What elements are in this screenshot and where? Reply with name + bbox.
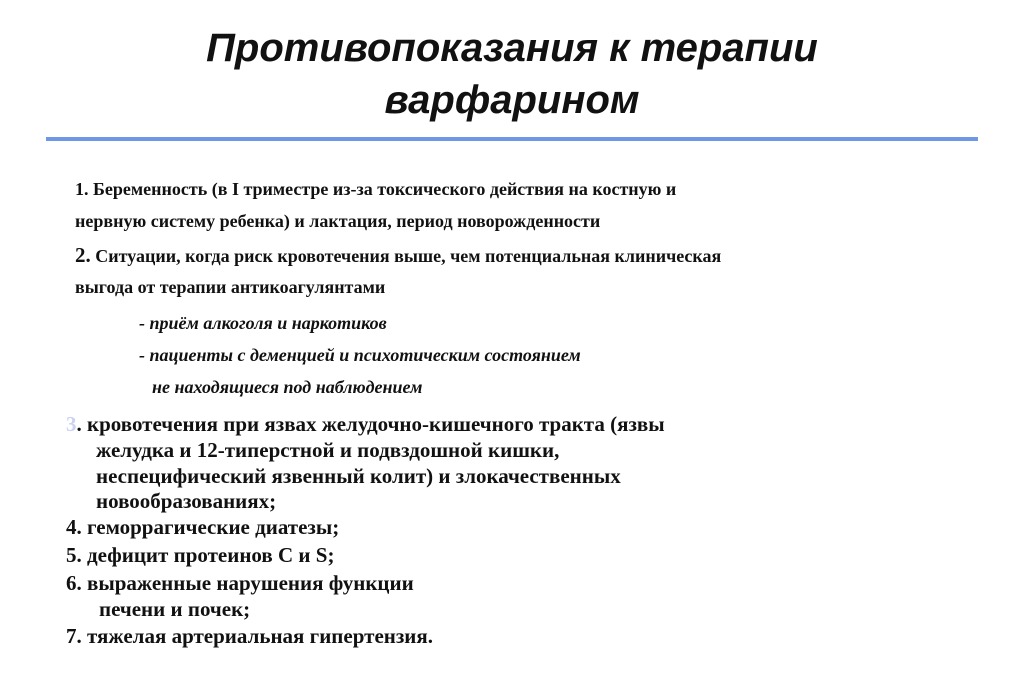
item-2-line-1 — [75, 244, 721, 267]
item-3-line-3: неспецифический язвенный колит) и злокачественных — [96, 464, 621, 488]
item-6-line-2: печени и почек; — [99, 597, 251, 621]
item-3-number: 3 — [66, 412, 77, 436]
item-7: 7. тяжелая артериальная гипертензия. — [66, 624, 434, 648]
title-line-1: Противопоказания к терапии — [206, 26, 818, 70]
item-2-line-2: выгода от терапии антикоагулянтами — [75, 277, 386, 297]
item-2-number: 2. — [75, 243, 91, 267]
item-2-sub-1: - приём алкоголя и наркотиков — [139, 313, 387, 333]
item-5: 5. дефицит протеинов С и S; — [66, 543, 335, 567]
item-3-line-4: новообразованиях; — [96, 489, 277, 513]
item-2-sub-3: не находящиеся под наблюдением — [152, 377, 423, 397]
item-1-line-1: 1. Беременность (в I триместре из-за токсического действия на костную и — [75, 179, 677, 199]
item-2-line-1-text: Ситуации, когда риск кровотечения выше, чем потенциальная клиническая — [90, 246, 722, 266]
item-3-line-1 — [66, 411, 665, 437]
item-2-sub-2: - пациенты с деменцией и психотическим состоянием — [139, 345, 581, 365]
title-line-2: варфарином — [384, 78, 640, 122]
item-4: 4. геморрагические диатезы; — [66, 515, 340, 539]
item-6-line-1: 6. выраженные нарушения функции — [66, 571, 414, 595]
item-3-line-1-text: . кровотечения при язвах желудочно-кишечного тракта (язвы — [76, 412, 665, 436]
page-title — [40, 22, 984, 126]
item-1-line-2: нервную систему ребенка) и лактация, период новорожденности — [75, 211, 601, 231]
item-3-line-2: желудка и 12-типерстной и подвздошной кишки, — [96, 438, 560, 462]
title-divider — [46, 137, 978, 141]
